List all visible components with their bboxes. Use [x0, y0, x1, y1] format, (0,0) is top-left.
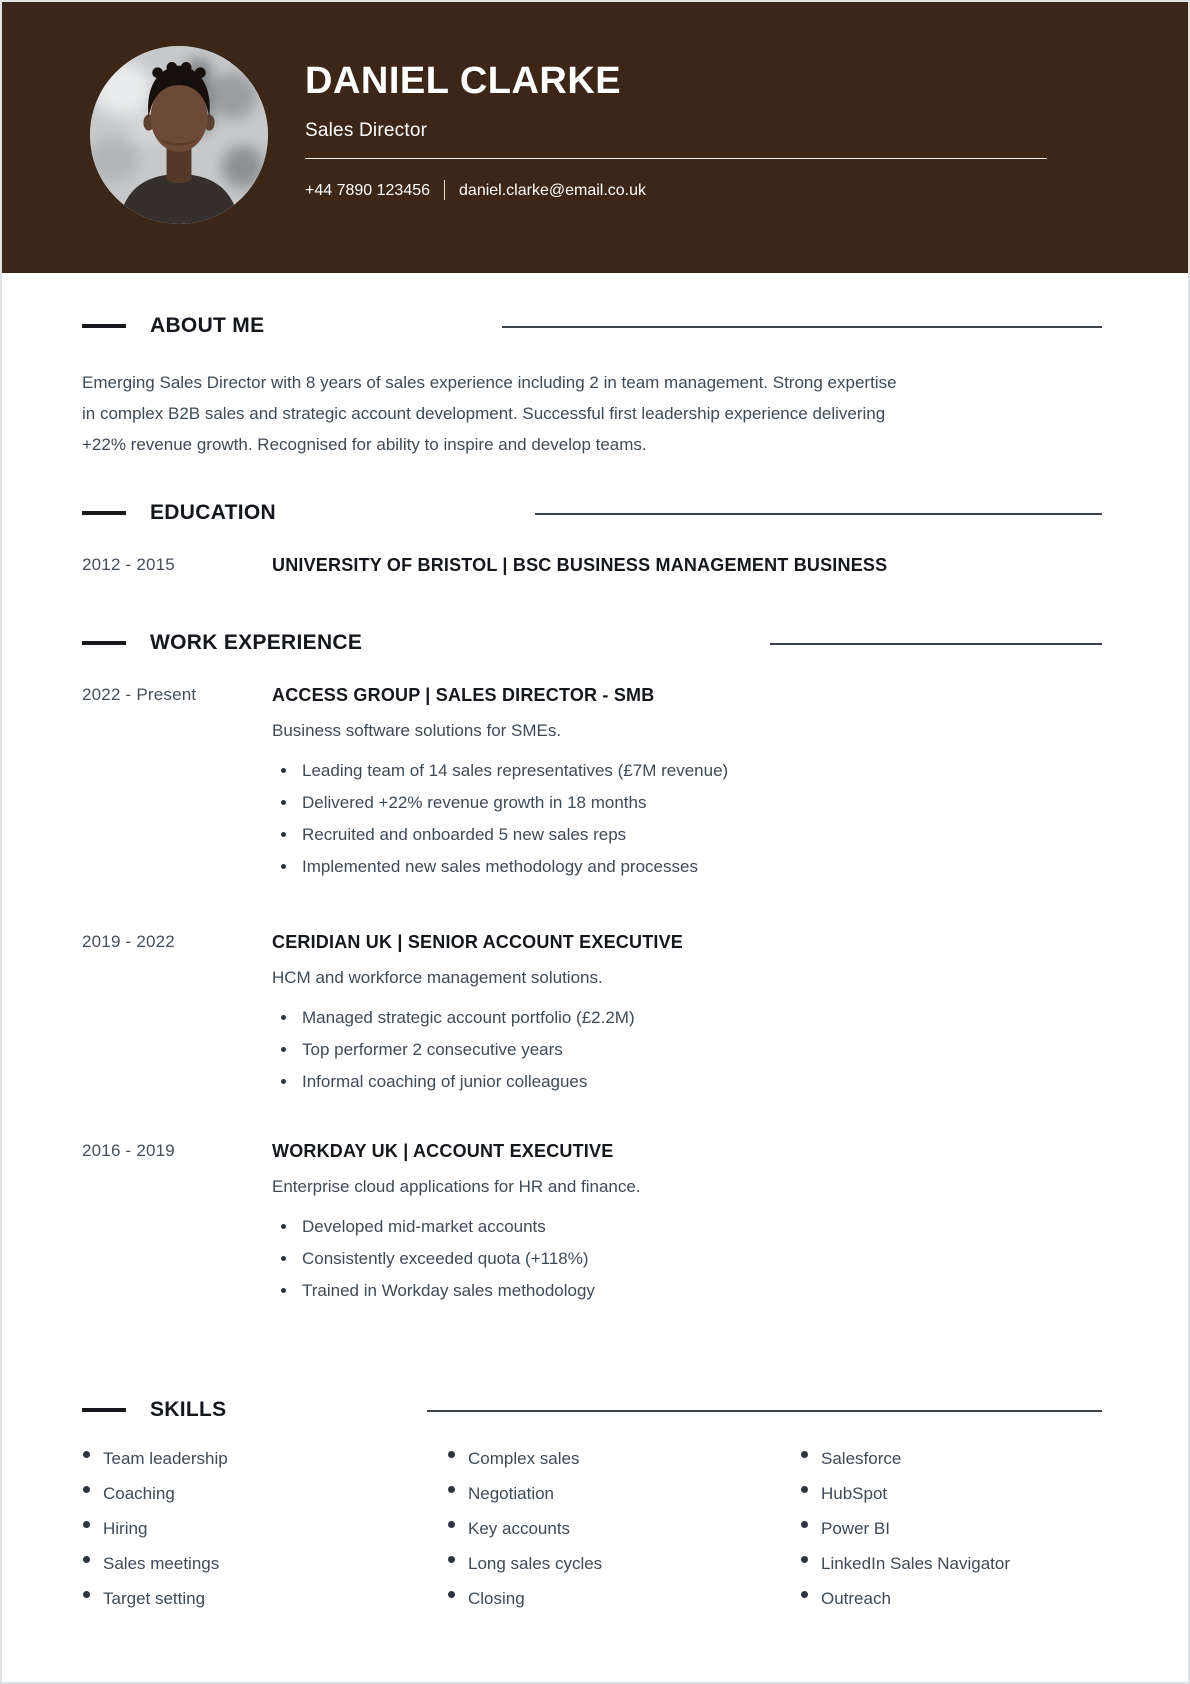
education-degree: UNIVERSITY OF BRISTOL | BSC BUSINESS MANAGEMENT BUSINESS: [272, 555, 888, 575]
education-dates: 2012 - 2015: [82, 555, 175, 574]
about-line: +22% revenue growth. Recognised for ability to inspire and develop teams.: [82, 435, 647, 454]
header-banner: [2, 2, 1188, 273]
skill-label: Key accounts: [468, 1519, 571, 1538]
skill-label: LinkedIn Sales Navigator: [821, 1554, 1011, 1573]
skill-label: HubSpot: [821, 1484, 888, 1503]
skill-bullet-icon: [801, 1451, 808, 1458]
skill-item: [447, 1519, 800, 1539]
skill-bullet-icon: [83, 1521, 90, 1528]
skill-bullet-icon: [801, 1486, 808, 1493]
skill-label: Closing: [468, 1589, 525, 1608]
skill-item: [82, 1554, 447, 1574]
job-bullet-list: [272, 761, 1102, 877]
skills-grid: [82, 1449, 1102, 1609]
candidate-job-title: Sales Director: [305, 120, 428, 141]
section-skills: [82, 1397, 1102, 1609]
about-heading: ABOUT ME: [150, 314, 265, 337]
heading-dash: [82, 324, 126, 328]
skill-bullet-icon: [448, 1451, 455, 1458]
education-heading-row: [82, 500, 1102, 526]
about-heading-row: [82, 313, 1102, 339]
skills-heading: SKILLS: [150, 1398, 227, 1421]
skill-bullet-icon: [448, 1521, 455, 1528]
skill-item: [82, 1519, 447, 1539]
header-divider: [305, 158, 1047, 159]
skill-label: Coaching: [103, 1484, 175, 1503]
skill-label: Power BI: [821, 1519, 890, 1538]
skill-bullet-icon: [83, 1451, 90, 1458]
skill-item: [447, 1449, 800, 1469]
skill-label: Outreach: [821, 1589, 891, 1608]
skill-item: [447, 1554, 800, 1574]
job-title: ACCESS GROUP | SALES DIRECTOR - SMB: [272, 685, 655, 705]
skill-label: Hiring: [103, 1519, 148, 1538]
bullet-item: Top performer 2 consecutive years: [272, 1040, 1102, 1060]
bullet-item: Implemented new sales methodology and processes: [272, 857, 1102, 877]
about-paragraph: [82, 367, 1102, 460]
skill-label: Complex sales: [468, 1449, 580, 1468]
job-dates: 2019 - 2022: [82, 932, 175, 951]
bullet-item: Managed strategic account portfolio (£2.2M): [272, 1008, 1102, 1028]
skill-item: [800, 1554, 1102, 1574]
skill-bullet-icon: [83, 1556, 90, 1563]
job-dates: 2022 - Present: [82, 685, 197, 704]
experience-heading: WORK EXPERIENCE: [150, 631, 363, 654]
job-subtitle: Enterprise cloud applications for HR and finance.: [272, 1177, 641, 1196]
section-work-experience: [82, 630, 1102, 1313]
skill-bullet-icon: [801, 1556, 808, 1563]
contact-line: [305, 180, 1047, 200]
bullet-item: Recruited and onboarded 5 new sales reps: [272, 825, 1102, 845]
skill-label: Long sales cycles: [468, 1554, 603, 1573]
job-body: [272, 931, 1102, 1104]
header-text-block: [305, 62, 1047, 200]
job-bullet-list: [272, 1217, 1102, 1301]
heading-rule: [770, 643, 1102, 645]
job-body: [272, 684, 1102, 889]
skill-bullet-icon: [448, 1591, 455, 1598]
bullet-item: Leading team of 14 sales representatives (£7M revenue): [272, 761, 1102, 781]
skill-label: Target setting: [103, 1589, 206, 1608]
about-line: in complex B2B sales and strategic account development. Successful first leadership experience delivering: [82, 404, 886, 423]
heading-rule: [502, 326, 1102, 328]
skill-item: [82, 1484, 447, 1504]
skill-label: Team leadership: [103, 1449, 228, 1468]
skill-item: [447, 1589, 800, 1609]
skill-bullet-icon: [448, 1486, 455, 1493]
job-title: CERIDIAN UK | SENIOR ACCOUNT EXECUTIVE: [272, 932, 684, 952]
skill-item: [82, 1449, 447, 1469]
contact-separator: [444, 180, 445, 200]
bullet-item: Developed mid-market accounts: [272, 1217, 1102, 1237]
skill-bullet-icon: [801, 1521, 808, 1528]
job-subtitle: HCM and workforce management solutions.: [272, 968, 603, 987]
phone-number: +44 7890 123456: [305, 181, 431, 199]
heading-dash: [82, 1408, 126, 1412]
education-entry: [82, 554, 1102, 576]
job-entry: [82, 684, 1102, 889]
job-subtitle: Business software solutions for SMEs.: [272, 721, 562, 740]
heading-rule: [535, 513, 1102, 515]
job-title: WORKDAY UK | ACCOUNT EXECUTIVE: [272, 1141, 614, 1161]
skill-item: [82, 1589, 447, 1609]
email-address: daniel.clarke@email.co.uk: [459, 181, 647, 199]
bullet-item: Delivered +22% revenue growth in 18 months: [272, 793, 1102, 813]
skill-item: [800, 1484, 1102, 1504]
job-dates: 2016 - 2019: [82, 1141, 175, 1160]
heading-dash: [82, 641, 126, 645]
bullet-item: Informal coaching of junior colleagues: [272, 1072, 1102, 1092]
job-entry: [82, 1140, 1102, 1313]
skill-item: [800, 1519, 1102, 1539]
skill-label: Negotiation: [468, 1484, 555, 1503]
skills-heading-row: [82, 1397, 1102, 1423]
skill-label: Salesforce: [821, 1449, 902, 1468]
skill-bullet-icon: [801, 1591, 808, 1598]
section-education: [82, 500, 1102, 576]
resume-body: [2, 313, 1188, 1609]
skill-item: [800, 1589, 1102, 1609]
heading-dash: [82, 511, 126, 515]
section-about: [82, 313, 1102, 460]
skill-bullet-icon: [448, 1556, 455, 1563]
job-body: [272, 1140, 1102, 1313]
job-bullet-list: [272, 1008, 1102, 1092]
candidate-name: DANIEL CLARKE: [305, 60, 622, 102]
about-line: Emerging Sales Director with 8 years of sales experience including 2 in team management. Strong expertise: [82, 373, 897, 392]
skill-bullet-icon: [83, 1486, 90, 1493]
bullet-item: Trained in Workday sales methodology: [272, 1281, 1102, 1301]
bullet-item: Consistently exceeded quota (+118%): [272, 1249, 1102, 1269]
skill-item: [447, 1484, 800, 1504]
profile-photo-illustration: [90, 46, 268, 224]
profile-photo: [90, 46, 268, 224]
job-entry: [82, 931, 1102, 1104]
skill-bullet-icon: [83, 1591, 90, 1598]
skill-label: Sales meetings: [103, 1554, 220, 1573]
experience-heading-row: [82, 630, 1102, 656]
heading-rule: [427, 1410, 1102, 1412]
education-heading: EDUCATION: [150, 501, 276, 524]
skill-item: [800, 1449, 1102, 1469]
